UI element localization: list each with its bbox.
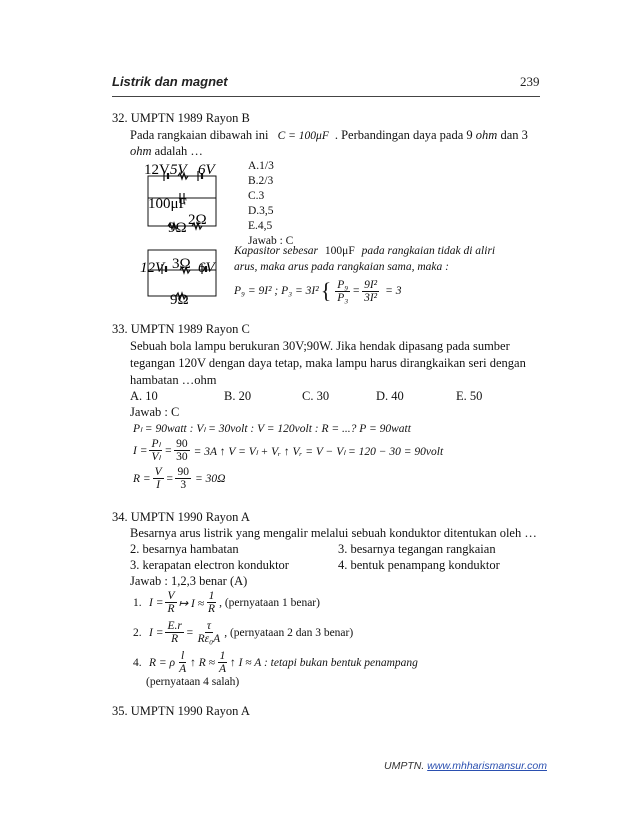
c1-v3: 6V [198, 162, 215, 178]
q34-para-1: Besarnya arus listrik yang mengalir melalui sebuah konduktor ditentukan oleh … [130, 526, 537, 540]
q33-eq-3: R = $\frac{V}{I}$ = $\frac{90}{3}$ = 30Ω [133, 466, 226, 491]
q33-eq-2: I = $\frac{\text{Pₗ}}{\text{Vₗ}}$ = $\frac{90}{30}$ = 3A ↑ V = Vₗ + Vᵣ ↑ Vᵣ = V − Vₗ = 120 − 30 = 90volt [133, 438, 444, 463]
q33-para-2: tegangan 120V dengan daya tetap, maka lampu harus dirangkaikan seri dengan [130, 356, 526, 370]
q34-answer: Jawab : 1,2,3 benar (A) [130, 574, 248, 588]
chapter-title: Listrik dan magnet [112, 74, 228, 89]
q34-step-4-note: (pernyataan 4 salah) [146, 676, 240, 688]
q32-cap-expr: C = 100μF [277, 130, 329, 142]
q34-item-3: 3. kerapatan electron konduktor [130, 558, 289, 572]
q32-formula: P₉ = 9I² ; P₃ = 3I² { $\frac{\text{P₉}}{\text{P₃}}$ = $\frac{\text{9I²}}{\text{3I²}}$ = 3 [234, 278, 402, 304]
c2-v1: 12V [140, 260, 165, 276]
c1-v1: 12V [144, 162, 170, 178]
q33-option-a: A. 10 [130, 389, 158, 403]
q32-line2: ohm adalah … [130, 144, 203, 158]
q34-item-1: 2. besarnya hambatan [130, 542, 239, 556]
c2-r: 3Ω [172, 256, 191, 272]
header-rule [112, 96, 540, 97]
q32-explain-line1: Kapasitor sebesar 100μF pada rangkaian tidak di aliri [234, 245, 496, 257]
q34-title: 34. UMPTN 1990 Rayon A [112, 510, 250, 524]
q34-step-2: 2. I = $\frac{E.r}{R}$ = $\frac{\tau}{\text{Rε₀A}}$ , (pernyataan 2 dan 3 benar) [133, 620, 354, 645]
q33-answer: Jawab : C [130, 405, 180, 419]
q32-explain-line2: arus, maka arus pada rangkaian sama, maka : [234, 261, 449, 273]
q33-eq-1: Pₗ = 90watt : Vₗ = 30volt : V = 120volt : R = ...? P = 90watt [133, 423, 411, 435]
c1-r1: 9Ω [168, 220, 187, 236]
q33-para-1: Sebuah bola lampu berukuran 30V;90W. Jika hendak dipasang pada sumber [130, 339, 510, 353]
q32-option-c: C.3 [248, 190, 265, 202]
q32-line1: Pada rangkaian dibawah ini C = 100μF . Perbandingan daya pada 9 ohm dan 3 [130, 128, 528, 142]
c1-cap: 100μF [148, 196, 187, 212]
footer-link[interactable]: www.mhharismansur.com [427, 760, 547, 772]
q33-option-b: B. 20 [224, 389, 252, 403]
q33-option-c: C. 30 [302, 389, 330, 403]
q32-option-e: E.4,5 [248, 220, 273, 232]
q32-option-b: B.2/3 [248, 175, 274, 187]
c1-v2: 5V [170, 162, 187, 178]
q34-item-2: 3. besarnya tegangan rangkaian [338, 542, 496, 556]
q35-title: 35. UMPTN 1990 Rayon A [112, 704, 250, 718]
circuit-diagram-1 [140, 158, 230, 236]
c2-r2: 9Ω [170, 292, 189, 308]
q33-para-3: hambatan …ohm [130, 373, 217, 387]
footer: UMPTN. www.mhharismansur.com [384, 760, 547, 772]
q34-step-4: 4. R = ρ $\frac{l}{A}$ ↑ R ≈ $\frac{1}{A}$ ↑ I ≈ A : tetapi bukan bentuk penampang [133, 650, 418, 675]
circuit-diagram-2 [140, 244, 230, 308]
q33-title: 33. UMPTN 1989 Rayon C [112, 322, 250, 336]
page-number: 239 [520, 74, 540, 89]
q34-item-4: 4. bentuk penampang konduktor [338, 558, 500, 572]
q32-option-a: A.1/3 [248, 160, 274, 172]
q32-answer: Jawab : C [248, 235, 294, 247]
q34-step-1: 1. I = $\frac{V}{R}$ ↦ I ≈ $\frac{1}{R}$ , (pernyataan 1 benar) [133, 590, 320, 615]
c2-v2: 6V [198, 260, 215, 276]
c1-r2: 2Ω [188, 212, 207, 228]
q33-option-d: D. 40 [376, 389, 404, 403]
q32-option-d: D.3,5 [248, 205, 274, 217]
q32-title: 32. UMPTN 1989 Rayon B [112, 111, 250, 125]
q33-option-e: E. 50 [456, 389, 483, 403]
